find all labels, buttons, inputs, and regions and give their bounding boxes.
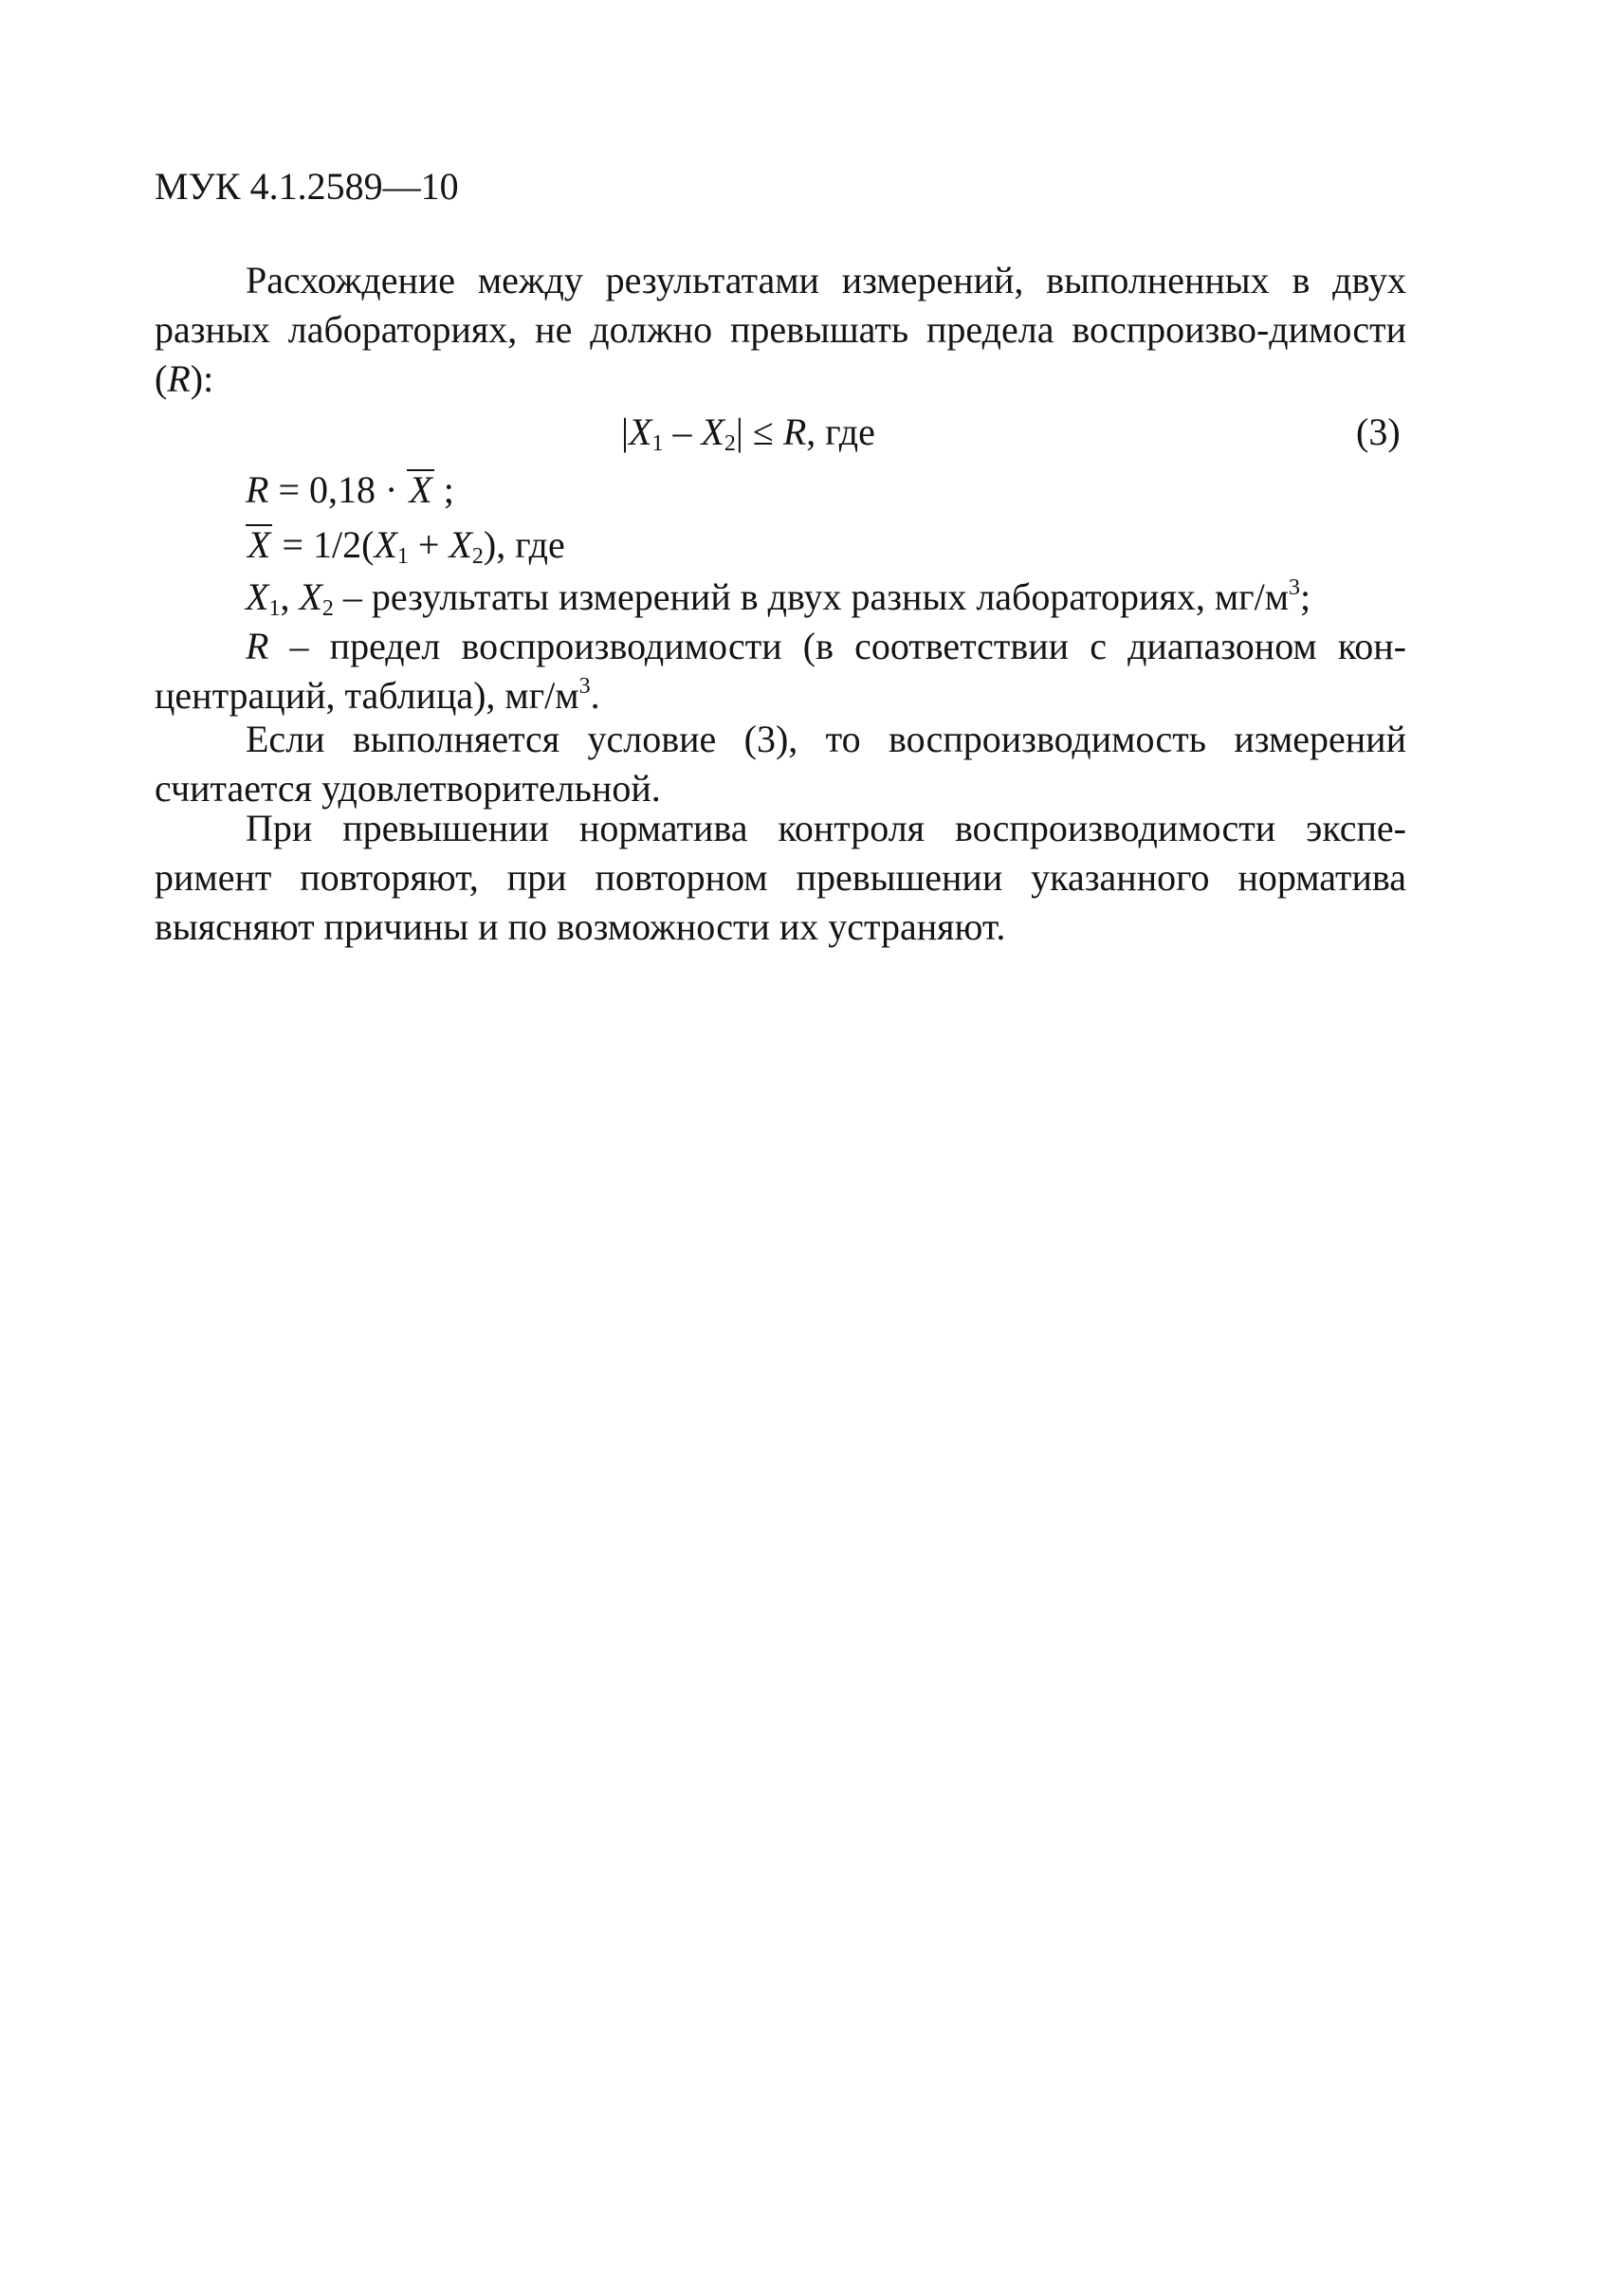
variable-x-mean: X	[409, 468, 432, 511]
variable-r: R	[246, 468, 269, 511]
subscript-2: 2	[321, 596, 334, 621]
paragraph-norm-exceeded: При превышении норматива контроля воспроизводимости экспе-римент повторяют, при повторном превышении указанного норматива выясняют причины и по возможности их устраняют.	[155, 807, 1406, 948]
formula-end: ;	[433, 468, 454, 511]
formula-coefficient: = 0,18 ·	[268, 468, 408, 511]
variable-r: R	[782, 410, 807, 453]
variable-r: R	[167, 357, 191, 400]
definition-text: – предел воспроизводимости (в соответствии с диапазоном кон-центраций, таблица), мг/м	[155, 625, 1406, 717]
variable-x1: X	[374, 523, 397, 566]
leq-sign: ≤	[742, 410, 783, 453]
formula-end: ), где	[483, 523, 565, 566]
paragraph-text-end: ):	[190, 357, 214, 400]
formula-mean-definition	[246, 520, 565, 570]
subscript-1: 1	[268, 596, 281, 621]
abs-open: |	[621, 410, 630, 453]
definition-end: .	[590, 674, 600, 717]
document-code-header: МУК 4.1.2589—10	[155, 165, 459, 208]
variable-r: R	[246, 625, 269, 667]
superscript-3: 3	[578, 674, 591, 699]
subscript-1: 1	[651, 431, 664, 456]
abs-close: |	[735, 410, 743, 453]
variable-x-mean: X	[247, 523, 271, 566]
formula-tail: , где	[806, 410, 875, 453]
subscript-2: 2	[471, 544, 484, 569]
definition-end: ;	[1300, 575, 1311, 618]
variable-x2: X	[299, 575, 322, 618]
formula-eq: = 1/2(	[272, 523, 375, 566]
definition-r	[155, 622, 1406, 720]
variable-x1: X	[629, 410, 652, 453]
superscript-3: 3	[1289, 575, 1301, 600]
paragraph-condition-satisfied: Если выполняется условие (3), то воспроизводимость измерений считается удовлетворительной.	[155, 718, 1406, 810]
minus-sign: –	[663, 410, 702, 453]
paragraph-reproducibility-intro	[155, 256, 1406, 404]
formula-reproducibility-condition	[621, 408, 875, 457]
plus-sign: +	[408, 523, 449, 566]
subscript-1: 1	[396, 544, 409, 569]
definition-text: – результаты измерений в двух разных лабораториях, мг/м	[333, 575, 1290, 618]
formula-number: (3)	[1356, 410, 1401, 453]
variable-x1: X	[246, 575, 269, 618]
variable-x2: X	[449, 523, 472, 566]
comma: ,	[280, 575, 300, 618]
paragraph-text: Расхождение между результатами измерений, выполненных в двух разных лабораториях, не должно превышать предела воспроизво-димости (	[155, 259, 1406, 400]
definition-x1-x2	[246, 573, 1311, 622]
subscript-2: 2	[724, 431, 736, 456]
formula-r-definition	[246, 465, 454, 515]
variable-x2: X	[701, 410, 724, 453]
